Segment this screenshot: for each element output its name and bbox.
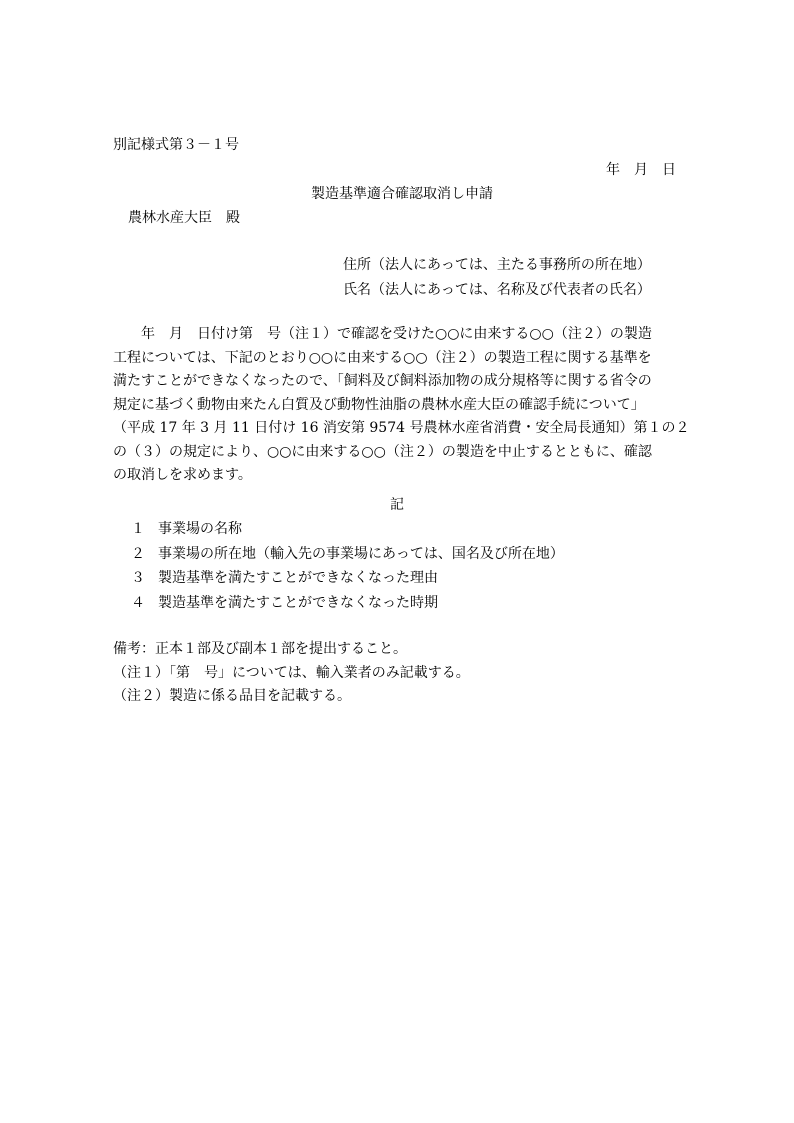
list-item	[131, 517, 564, 542]
ki-heading: 記	[390, 497, 404, 513]
body-line: の取消しを求めます。	[113, 467, 252, 483]
item-text: 事業場の所在地（輸入先の事業場にあっては、国名及び所在地）	[158, 545, 564, 562]
body-line: 年 月 日付け第 号（注１）で確認を受けた○○に由来する○○（注２）の製造	[113, 326, 652, 342]
applicant-name: 氏名（法人にあっては、名称及び代表者の氏名）	[343, 282, 651, 298]
form-number: 別記様式第３－１号	[113, 137, 239, 153]
item-number: ４	[131, 594, 145, 611]
body-line: （平成 17 年 3 月 11 日付け 16 消安第 9574 号農林水産省消費・安全局長通知）第１の２	[113, 420, 690, 436]
note-line: （注１）「第 号」については、輸入業者のみ記載する。	[113, 664, 470, 681]
item-number: ２	[131, 545, 145, 562]
body-line: 満たすことができなくなったので、「飼料及び飼料添加物の成分規格等に関する省令の	[113, 373, 652, 389]
list-item	[131, 566, 564, 591]
item-number: ３	[131, 570, 145, 586]
note-line: 備考：正本１部及び副本１部を提出すること。	[113, 641, 407, 657]
item-number: １	[131, 521, 145, 537]
application-body	[113, 323, 690, 488]
date-field: 年 月 日	[606, 162, 676, 178]
item-text: 事業場の名称	[158, 521, 242, 537]
list-item	[131, 542, 564, 567]
item-text: 製造基準を満たすことができなくなった理由	[158, 570, 438, 586]
item-text: 製造基準を満たすことができなくなった時期	[158, 594, 438, 611]
body-line: の（３）の規定により、○○に由来する○○（注２）の製造を中止するとともに、確認	[113, 443, 652, 460]
document-title: 製造基準適合確認取消し申請	[311, 186, 493, 202]
list-item	[131, 591, 564, 616]
body-line: 規定に基づく動物由来たん白質及び動物性油脂の農林水産大臣の確認手続について」	[113, 396, 645, 413]
note-line: （注２）製造に係る品目を記載する。	[113, 688, 351, 704]
addressee: 農林水産大臣 殿	[128, 210, 240, 226]
notes-section	[113, 638, 470, 709]
item-list	[131, 517, 564, 615]
body-line: 工程については、下記のとおり○○に由来する○○（注２）の製造工程に関する基準を	[113, 349, 652, 366]
applicant-address: 住所（法人にあっては、主たる事務所の所在地）	[343, 257, 651, 273]
